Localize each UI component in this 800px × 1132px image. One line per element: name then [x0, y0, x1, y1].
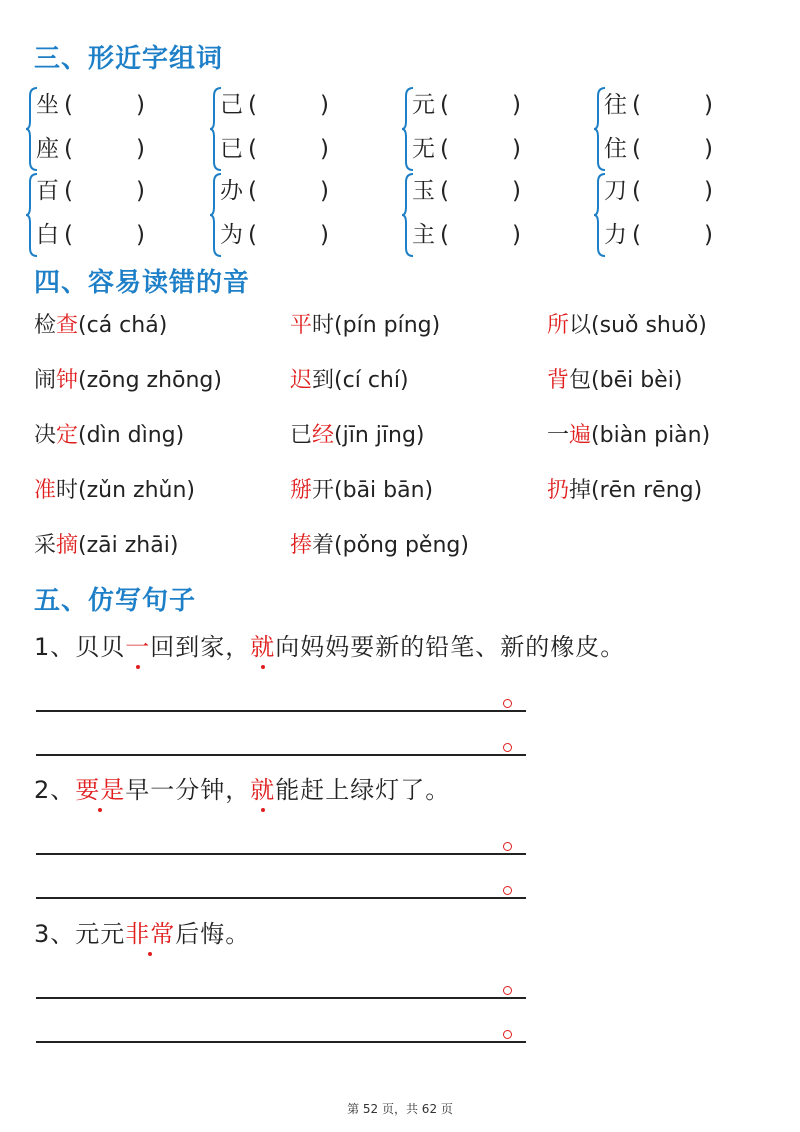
pinyin: (zǔn zhǔn) [78, 478, 196, 503]
char-line: 玉 ( ) [412, 172, 521, 205]
char-line: 元 ( ) [412, 86, 521, 119]
char-pair [594, 170, 744, 260]
char-line: 刀 ( ) [604, 172, 713, 205]
char-line: 无 ( ) [412, 130, 521, 163]
dotted-word: 一 [125, 627, 150, 662]
sentence-2: 2、要是早一分钟，就能赶上绿灯了。 [34, 770, 450, 805]
pron-item: 决定(dìn dìng) [34, 423, 185, 448]
char-line: 己 ( ) [220, 86, 329, 119]
answer-line[interactable] [36, 1041, 526, 1043]
pinyin: (cá chá) [78, 313, 168, 338]
period-mark [503, 986, 512, 995]
sentence-3: 3、元元非常后悔。 [34, 914, 250, 949]
char: 座 [36, 136, 59, 162]
period-mark [503, 743, 512, 752]
char-line: 座 ( ) [36, 130, 145, 163]
char-line: 往 ( ) [604, 86, 713, 119]
section-5-title: 五、仿写句子 [34, 586, 197, 616]
highlight-char: 迟 [290, 368, 313, 393]
pinyin: (zāi zhāi) [78, 533, 179, 558]
pron-item: 准时(zǔn zhǔn) [34, 478, 196, 503]
char-pair [594, 84, 744, 174]
char-pair [26, 84, 176, 174]
section-3-title: 三、形近字组词 [34, 44, 224, 74]
char: 已 [220, 136, 243, 162]
highlight-char: 查 [56, 313, 79, 338]
dotted-word: 非常 [125, 914, 175, 949]
period-mark [503, 1030, 512, 1039]
char: 元 [412, 92, 435, 118]
char: 为 [220, 222, 243, 248]
page-footer: 第 52 页，共 62 页 [347, 1102, 453, 1116]
char-line: 坐 ( ) [36, 86, 145, 119]
char: 无 [412, 136, 435, 162]
pron-item: 闹钟(zōng zhōng) [34, 368, 222, 393]
dotted-word: 要是 [75, 770, 125, 805]
highlight-char: 掰 [290, 478, 313, 503]
pinyin: (dìn dìng) [78, 423, 185, 448]
period-mark [503, 699, 512, 708]
pron-item: 检查(cá chá) [34, 313, 168, 338]
pron-item: 扔掉(rēn rēng) [547, 478, 703, 503]
char-line: 百 ( ) [36, 172, 145, 205]
char: 坐 [36, 92, 59, 118]
char-pair [402, 84, 552, 174]
char: 玉 [412, 178, 435, 204]
highlight-char: 遍 [569, 423, 592, 448]
char: 百 [36, 178, 59, 204]
char: 往 [604, 92, 627, 118]
char-pair [402, 170, 552, 260]
pron-item: 捧着(pǒng pěng) [290, 533, 469, 558]
answer-line[interactable] [36, 853, 526, 855]
sentence-1: 1、贝贝一回到家，就向妈妈要新的铅笔、新的橡皮。 [34, 627, 625, 662]
pinyin: (jīn jīng) [334, 423, 425, 448]
pinyin: (cí chí) [334, 368, 409, 393]
char: 住 [604, 136, 627, 162]
pinyin: (bāi bān) [334, 478, 434, 503]
pron-item: 所以(suǒ shuǒ) [547, 313, 707, 338]
char-line: 为 ( ) [220, 216, 329, 249]
pron-item: 采摘(zāi zhāi) [34, 533, 179, 558]
char-pair [210, 170, 360, 260]
char-line: 住 ( ) [604, 130, 713, 163]
char-line: 已 ( ) [220, 130, 329, 163]
section-4-title: 四、容易读错的音 [34, 268, 251, 298]
char-line: 主 ( ) [412, 216, 521, 249]
highlight-char: 经 [312, 423, 335, 448]
answer-line[interactable] [36, 897, 526, 899]
highlight-char: 钟 [56, 368, 79, 393]
char: 办 [220, 178, 243, 204]
dotted-word: 就 [250, 770, 275, 805]
highlight-char: 所 [547, 313, 570, 338]
pinyin: (suǒ shuǒ) [591, 313, 707, 338]
answer-line[interactable] [36, 710, 526, 712]
char: 白 [36, 222, 59, 248]
highlight-char: 准 [34, 478, 57, 503]
char-line: 力 ( ) [604, 216, 713, 249]
highlight-char: 背 [547, 368, 570, 393]
answer-line[interactable] [36, 997, 526, 999]
pron-item: 迟到(cí chí) [290, 368, 409, 393]
period-mark [503, 886, 512, 895]
pron-item: 已经(jīn jīng) [290, 423, 425, 448]
pinyin: (bēi bèi) [591, 368, 683, 393]
char-line: 白 ( ) [36, 216, 145, 249]
char: 刀 [604, 178, 627, 204]
highlight-char: 摘 [56, 533, 79, 558]
period-mark [503, 842, 512, 851]
pron-item: 背包(bēi bèi) [547, 368, 683, 393]
highlight-char: 平 [290, 313, 313, 338]
answer-line[interactable] [36, 754, 526, 756]
char: 力 [604, 222, 627, 248]
pron-item: 掰开(bāi bān) [290, 478, 434, 503]
pinyin: (pín píng) [334, 313, 441, 338]
pinyin: (zōng zhōng) [78, 368, 222, 393]
pron-item: 平时(pín píng) [290, 313, 441, 338]
pinyin: (rēn rēng) [591, 478, 703, 503]
dotted-word: 就 [250, 627, 275, 662]
highlight-char: 扔 [547, 478, 570, 503]
pron-item: 一遍(biàn piàn) [547, 423, 711, 448]
char-line: 办 ( ) [220, 172, 329, 205]
char-pair [26, 170, 176, 260]
pinyin: (biàn piàn) [591, 423, 711, 448]
char-pair [210, 84, 360, 174]
char: 主 [412, 222, 435, 248]
highlight-char: 捧 [290, 533, 313, 558]
highlight-char: 定 [56, 423, 79, 448]
char: 己 [220, 92, 243, 118]
pinyin: (pǒng pěng) [334, 533, 469, 558]
